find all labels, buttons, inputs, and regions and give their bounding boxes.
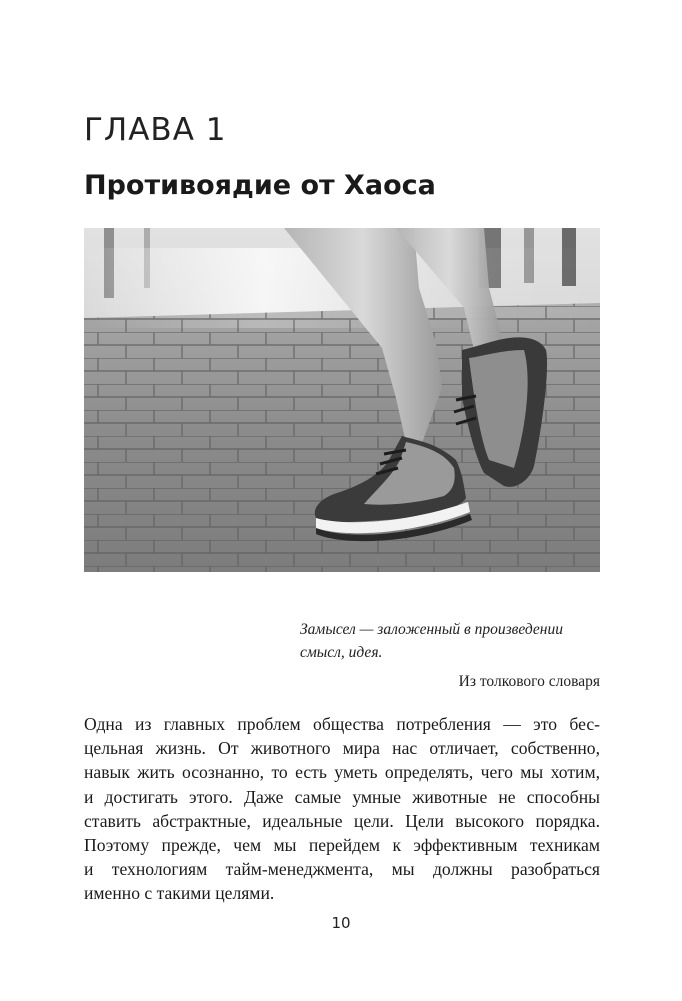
epigraph-source: Из толкового словаря — [458, 673, 600, 690]
body-line: ставить абстрактные, идеальные цели. Цели высокого порядка. — [84, 810, 600, 831]
sneakers-photo — [84, 228, 600, 572]
epigraph-quote-line: Замысел — заложенный в произведении — [300, 621, 563, 638]
epigraph — [300, 618, 600, 693]
epigraph-quote-line: смысл, идея. — [300, 644, 383, 661]
body-line: именно с такими целями. — [84, 883, 275, 904]
body-line: Поэтому прежде, чем мы перейдем к эффективным техникам — [84, 835, 600, 856]
body-line: цельная жизнь. От животного мира нас отличает, собственно, — [84, 738, 600, 759]
body-line: навык жить осознанно, то есть уметь определять, чего мы хотим, — [84, 762, 600, 783]
body-line: и технологиям тайм-менеджмента, мы должны разобраться — [84, 859, 600, 880]
body-line: и достигать этого. Даже самые умные животные не способны — [84, 786, 600, 807]
chapter-label: ГЛАВА 1 — [84, 112, 227, 148]
chapter-title: Противоядие от Хаоса — [84, 170, 436, 201]
body-line: Одна из главных проблем общества потребления — это бес- — [84, 714, 600, 734]
page-number: 10 — [331, 914, 351, 932]
epigraph-quote — [300, 618, 600, 664]
body-paragraph — [84, 712, 600, 906]
